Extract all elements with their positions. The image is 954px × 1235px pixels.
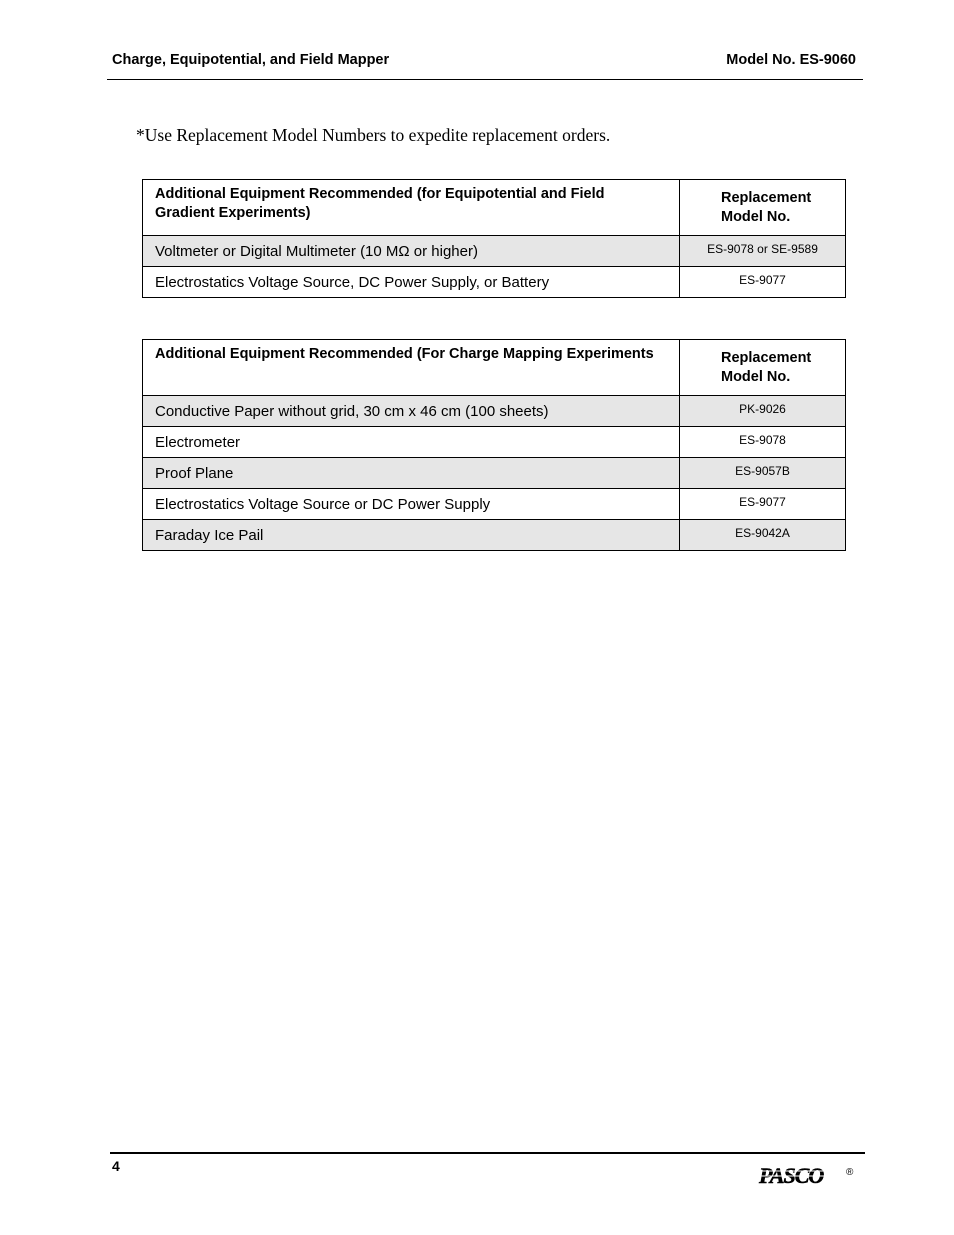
equipment-name: Electrostatics Voltage Source, DC Power Supply, or Battery (143, 267, 680, 298)
page-number: 4 (112, 1158, 120, 1174)
model-number: ES-9042A (680, 520, 846, 551)
table-header-row (143, 180, 846, 236)
pasco-logo-wordmark: PASCO (759, 1163, 824, 1188)
table-row (143, 489, 846, 520)
table-row (143, 267, 846, 298)
equipment-name: Faraday Ice Pail (143, 520, 680, 551)
model-number: ES-9078 (680, 427, 846, 458)
equipment-name: Electrostatics Voltage Source or DC Power Supply (143, 489, 680, 520)
equipment-name: Conductive Paper without grid, 30 cm x 46 cm (100 sheets) (143, 396, 680, 427)
equipment-name: Voltmeter or Digital Multimeter (10 MΩ or higher) (143, 236, 680, 267)
table-row (143, 427, 846, 458)
table-row (143, 396, 846, 427)
table-header-equipment: Additional Equipment Recommended (for Equipotential and Field Gradient Experiments) (143, 180, 680, 236)
pasco-logo (757, 1162, 857, 1188)
running-header-title: Charge, Equipotential, and Field Mapper (112, 52, 390, 68)
table-row (143, 236, 846, 267)
table-row (143, 520, 846, 551)
header-rule (107, 79, 863, 80)
table-header-row (143, 340, 846, 396)
equipment-name: Proof Plane (143, 458, 680, 489)
model-number: ES-9077 (680, 489, 846, 520)
table-header-model: Replacement Model No. (680, 180, 846, 236)
model-number: PK-9026 (680, 396, 846, 427)
table-row (143, 458, 846, 489)
model-number: ES-9078 or SE-9589 (680, 236, 846, 267)
footer-rule (110, 1152, 865, 1154)
running-header-model: Model No. ES-9060 (726, 52, 856, 68)
table-header-model: Replacement Model No. (680, 340, 846, 396)
replacement-note: *Use Replacement Model Numbers to expedite replacement orders. (136, 125, 611, 145)
model-number: ES-9077 (680, 267, 846, 298)
registered-mark: ® (846, 1167, 854, 1178)
equipment-name: Electrometer (143, 427, 680, 458)
table-header-equipment: Additional Equipment Recommended (For Charge Mapping Experiments (143, 340, 680, 396)
equipotential-equipment-table (142, 179, 846, 298)
model-number: ES-9057B (680, 458, 846, 489)
charge-mapping-equipment-table (142, 339, 846, 551)
